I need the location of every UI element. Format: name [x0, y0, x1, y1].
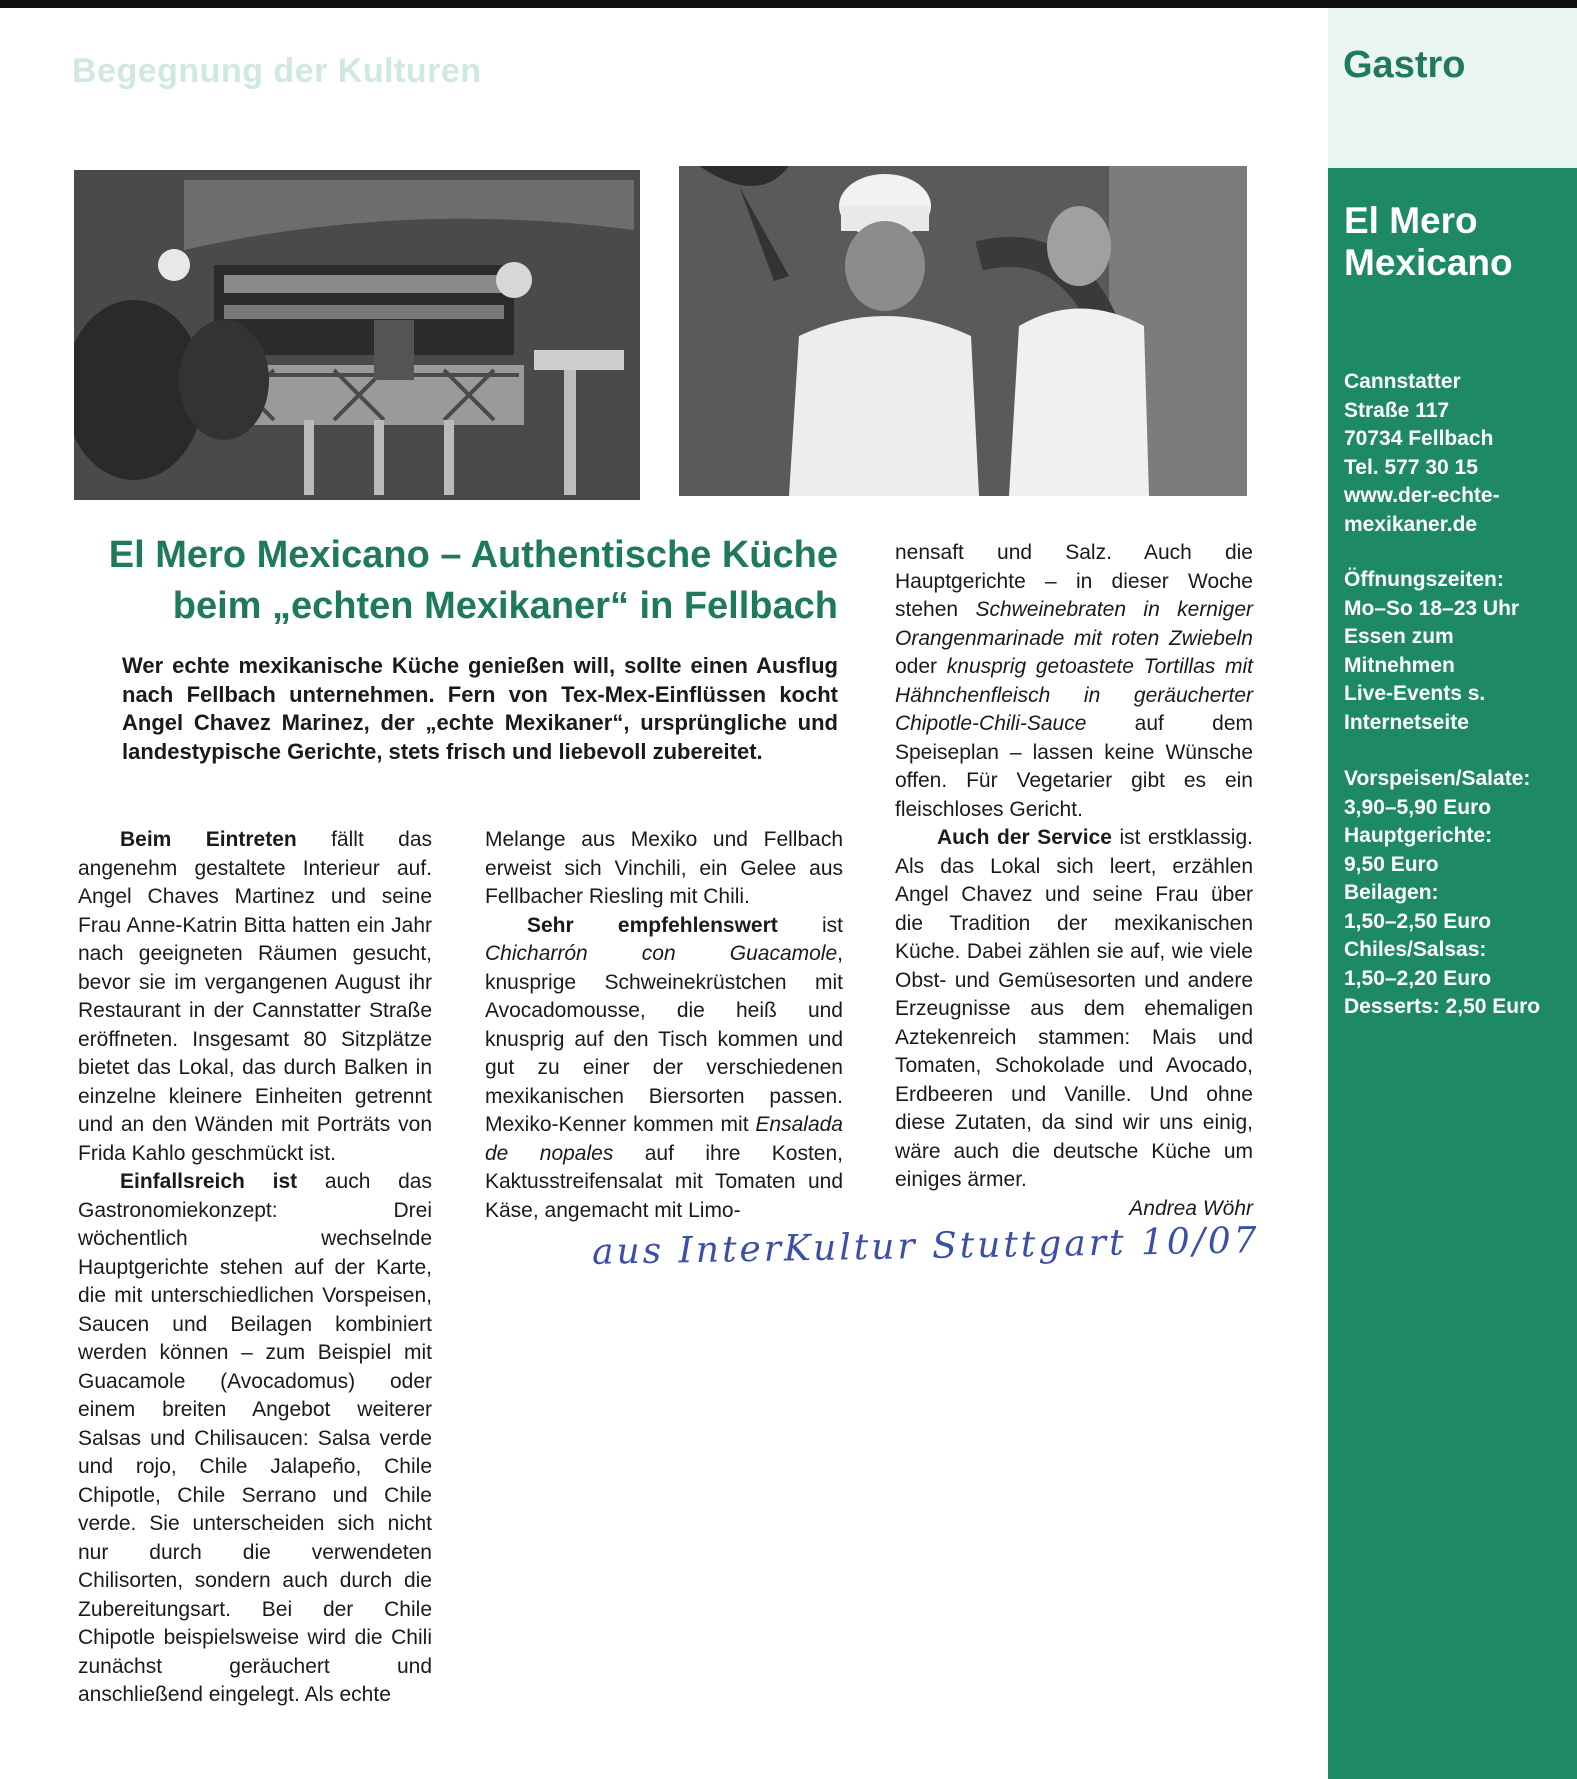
paragraph-concept — [78, 1168, 432, 1710]
article-headline: El Mero Mexicano – Authentische Küche beim „echten Mexikaner“ in Fellbach — [108, 534, 838, 627]
paragraph-recommendation — [485, 912, 843, 1226]
run-in-heading: Auch der Service — [937, 826, 1112, 849]
paragraph-text: auch das Gastronomiekonzept: Drei wöchentlich wechselnde Hauptgerichte stehen auf der Karte, die mit unterschiedlichen Vorspeisen, Saucen und Beilagen kombiniert werden können – zum Beispiel mit Guacamole (Avocadomus) oder einem breiten Angebot weiterer Salsas und Chilisaucen: Salsa verde und rojo, Chile Jalapeño, Chile Chipotle, Chile Serrano und Chile verde. Sie unterscheiden sich nicht nur durch die verwendeten Chilisorten, sondern auch durch die Zubereitungsart. Bei der Chile Chipotle beispielsweise wird die Chili zunächst geräuchert und anschließend eingelegt. Als echte — [78, 1170, 432, 1706]
paragraph-text: ist erstklassig. Als das Lokal sich leert, erzählen Angel Chavez und seine Frau über die Tradition der mexikanischen Küche. Dabei zählen sie auf, wie viele Obst- und Gemüsesorten und andere Erzeugnisse aus dem ehemaligen Aztekenreich stammen: Mais und Tomaten, Schokolade und Avocado, Erdbeeren und Vanille. Und ohne diese Zutaten, da sind wir uns einig, wäre auch die deutsche Küche um einiges ärmer. — [895, 826, 1253, 1191]
paragraph-continuation: Melange aus Mexiko und Fellbach erweist sich Vinchili, ein Gelee aus Fellbacher Riesling mit Chili. — [485, 828, 843, 908]
paragraph-text: nensaft und Salz. Auch die Hauptgerichte – in dieser Woche stehen — [895, 541, 1253, 621]
paragraph-text: ist — [777, 913, 843, 937]
sidebar-header-band — [1328, 8, 1577, 168]
paragraph-text: oder — [895, 655, 947, 678]
paragraph-text: auf dem Speiseplan – lassen keine Wünsche offen. Für Vegetarier gibt es ein fleischloses Gericht. — [895, 712, 1253, 821]
section-label: Gastro — [1343, 44, 1466, 86]
paragraph-continuation — [895, 539, 1253, 824]
page-top-border — [0, 0, 1577, 8]
paragraph-text: , knusprige Schweinekrüstchen mit Avocadomousse, die heiß und knusprig auf den Tisch kommen und gut zu einer der verschiedenen mexikanischen Biersorten passen. Mexiko-Kenner kommen mit — [485, 942, 843, 1136]
paragraph-service — [895, 824, 1253, 1223]
author-byline: Andrea Wöhr — [1129, 1196, 1253, 1220]
info-sidebar — [1328, 168, 1577, 1779]
restaurant-interior-photo — [74, 170, 640, 500]
article-column-1 — [78, 826, 432, 1710]
sidebar-title: El Mero Mexicano — [1344, 200, 1513, 283]
article-column-2 — [485, 826, 843, 1225]
article-column-3 — [895, 539, 1253, 1223]
run-in-heading: Einfallsreich ist — [120, 1170, 298, 1193]
dish-name: Schweinebraten in kerniger Orangenmarinade mit roten Zwiebeln — [895, 598, 1254, 650]
sidebar-prices: Vorspeisen/Salate: 3,90–5,90 Euro Hauptgerichte: 9,50 Euro Beilagen: 1,50–2,50 Euro Chiles/Salsas: 1,50–2,20 Euro Desserts: 2,50 Euro — [1344, 767, 1541, 1018]
paragraph-text: fällt das angenehm gestaltete Interieur auf. Angel Chaves Martinez und seine Frau Anne-Katrin Bitta hatten ein Jahr nach geeigneten Räumen gesucht, bevor sie im vergangenen August ihr Restaurant in der Cannstatter Straße eröffneten. Insgesamt 80 Sitzplätze bietet das Lokal, das durch Balken in einzelne kleinere Einheiten getrennt und an den Wänden mit Porträts von Frida Kahlo geschmückt ist. — [78, 828, 432, 1165]
article-lead: Wer echte mexikanische Küche genießen will, sollte einen Ausflug nach Fellbach unternehmen. Fern von Tex-Mex-Einflüssen kocht Angel Chavez Marinez, der „echte Mexikaner“, ursprüngliche und landestypische Gerichte, stets frisch und liebevoll zubereitet. — [122, 653, 838, 764]
chef-and-owner-photo — [679, 166, 1247, 496]
dish-name: Ensalada de nopales — [485, 1113, 843, 1165]
paragraph-text: auf ihre Kosten, Kaktusstreifensalat mit Tomaten und Käse, angemacht mit Limo- — [485, 1141, 843, 1222]
section-title: Begegnung der Kulturen — [72, 52, 482, 90]
sidebar-address: Cannstatter Straße 117 70734 Fellbach Tel. 577 30 15 www.der-echte- mexikaner.de — [1344, 370, 1500, 536]
dish-name: Chicharrón con Guacamole — [485, 942, 838, 965]
paragraph-interior — [78, 826, 432, 1168]
run-in-heading: Sehr empfehlenswert — [527, 913, 778, 937]
dish-name: knusprig getoastete Tortillas mit Hähnchenfleisch in geräucherter Chipotle-Chili-Sauce — [895, 655, 1253, 735]
handwritten-source-note: aus InterKultur Stuttgart 10/07 — [591, 1220, 1260, 1273]
run-in-heading: Beim Eintreten — [120, 828, 297, 851]
sidebar-opening-hours: Öffnungszeiten: Mo–So 18–23 Uhr Essen zum Mitnehmen Live-Events s. Internetseite — [1344, 568, 1520, 734]
